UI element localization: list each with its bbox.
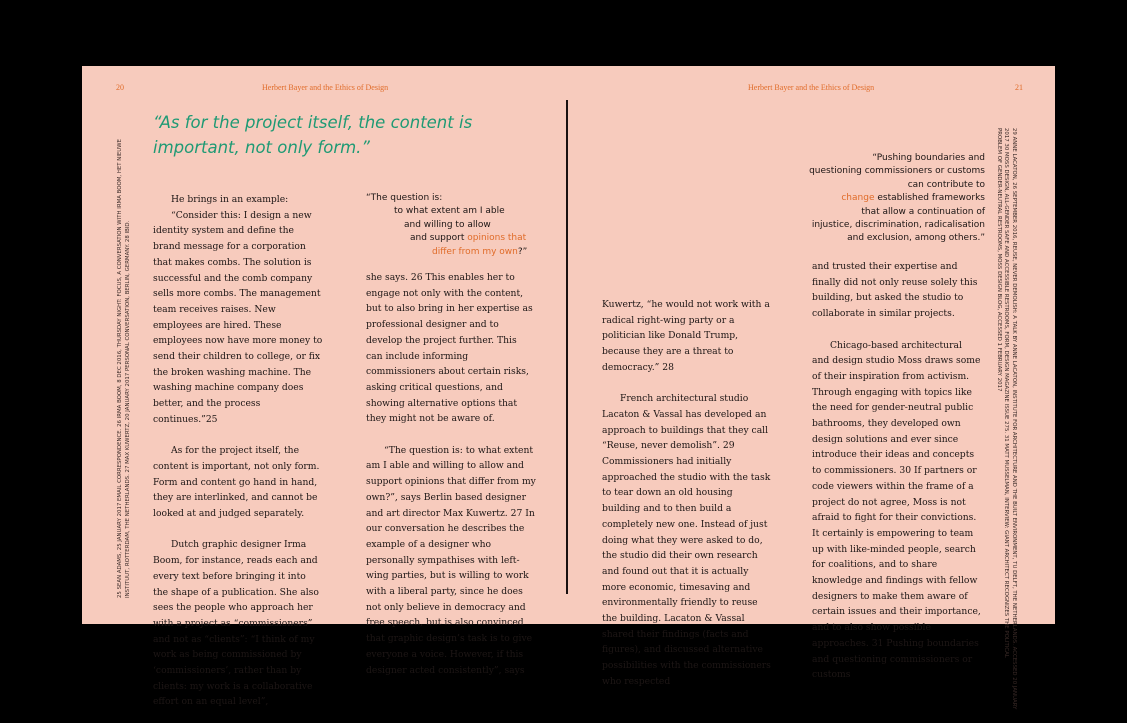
pull-quote: “As for the project itself, the content is important, not only form.” xyxy=(153,113,473,157)
paragraph: she says. 26 This enables her to engage not only with the content, but to also bring in her expertise as professional designer and to develop the project further. This can include informing commissioners about certain risks, asking critical questions, and showing alternative options that they might not be aware of. xyxy=(366,272,533,425)
footnotes-left xyxy=(117,139,132,598)
quote-line: injustice, discrimination, radicalisation xyxy=(811,220,985,231)
quote-accent: opinions that xyxy=(467,233,527,244)
body-column-4 xyxy=(812,259,982,683)
quote-line: can contribute to xyxy=(907,179,985,190)
quote-line: that allow a continuation of xyxy=(861,206,985,217)
footnotes-right xyxy=(995,128,1018,709)
paragraph: “Consider this: I design a new identity system and define the brand message for a corporation that makes combs. The solution is successful and the comb company sells more combs. The management team receives raises. New employees are hired. These employees now have more money to send their children to college, or fix the broken washing machine. The washing machine company does better, and the process continues.”25 xyxy=(153,209,323,425)
quote-line: “Pushing boundaries and xyxy=(872,153,985,163)
quote-line: to what extent am I able xyxy=(394,206,505,217)
footnote-line: 29 ANNE LACATON, 26 SEPTEMBER 2016, REUSE, NEVER DEMOLISH: A TALK BY ANNE LACATON, INSTITUTE FOR ARCHITECTURE AND THE BUILT ENVIRONMENT, TU DELFT, THE NETHERLANDS. ACCESSED 20 JANUARY xyxy=(1011,128,1017,710)
paragraph: As for the project itself, the content is important, not only form. Form and content go hand in hand, they are interlinked, and cannot be looked at and judged separately. xyxy=(153,445,320,520)
quote-text: and support xyxy=(410,233,468,244)
paragraph: “The question is: to what extent am I able and willing to allow and support opinions that differ from my own?”, says Berlin based designer and art director Max Kuwertz. 27 In our conversation he describes the example of a designer who personally sympathises with left-wing parties, but is willing to work with a liberal party, since he does not only believe in democracy and free speech, but is also convinced that graphic design’s task is to give everyone a voice. However, if this designer acted consistently”, says xyxy=(366,444,536,676)
paragraph: and trusted their expertise and finally did not only reuse solely this building, but asked the studio to collaborate in similar projects. xyxy=(812,261,978,320)
gutter-fold xyxy=(566,100,568,594)
quote-text: established frameworks xyxy=(874,193,985,204)
body-column-1 xyxy=(153,192,323,710)
quote-line xyxy=(805,192,985,205)
quote-accent: change xyxy=(841,193,875,204)
quote-line: “The question is: xyxy=(366,193,443,203)
quote-line: questioning commissioners or customs xyxy=(809,166,985,177)
body-column-3 xyxy=(602,297,772,690)
body-column-2 xyxy=(366,270,536,678)
side-quote-right xyxy=(805,152,985,246)
footnote-line: PROBLEM OF GENDER-NEUTRAL RESTROOMS, MOSS DESIGN BLOG, ACCESSED 1 FEBRUARY 2017 xyxy=(996,128,1002,392)
paragraph: Chicago-based architectural and design studio Moss draws some of their inspiration from activism. Through engaging with topics like the need for gender-neutral public bathrooms, they developed own design solutions and ever since introduce their ideas and concepts to commissioners. 30 If partners or code viewers within the frame of a project do not agree, Moss is not afraid to fight for their convictions. It certainly is empowering to team up with like-minded people, search for coalitions, and to share knowledge and findings with fellow designers to make them aware of certain issues and their importance, and to also show possible approaches. 31 Pushing boundaries and questioning commissioners or customs xyxy=(812,339,981,681)
side-quote-left xyxy=(366,192,546,259)
paragraph: Kuwertz, “he would not work with a radical right-wing party or a politician like Donald Trump, because they are a threat to democracy.” 28 xyxy=(602,299,770,373)
quote-line xyxy=(366,246,546,259)
quote-text: ?” xyxy=(517,246,528,257)
page-number-right: 21 xyxy=(1015,83,1023,92)
footnote-line: 2017 30 MOSS DESIGN, ALL-GENDER SAFE AND ACCESSIBLE RESTROOMS, FORM, DESIGN MAGAZINE ISSUE 275. 31 MATT MUSSELMAN, INTERVIEW: GIANT ARCHITECT RECOGNIZES THE POLITICAL xyxy=(1003,128,1010,658)
footnote-line: INSTITUUT, ROTTERDAM, THE NETHERLANDS. 27 MAX KUWERTZ, 20 JANUARY 2017 PERSONAL CONVERSATION, BERLIN, GERMANY. 28 IBID. xyxy=(124,220,131,598)
quote-accent: differ from my own xyxy=(432,246,518,257)
paragraph: Dutch graphic designer Irma Boom, for instance, reads each and every text before bringing it into the shape of a publication. She also sees the people who approach her with a project as “commissioners” and not as “clients”: “I think of my work as being commissioned by ‘commissioners’, rather than by clients: my work is a collaborative effort on an equal level”, xyxy=(153,539,319,708)
running-head-right: Herbert Bayer and the Ethics of Design xyxy=(748,83,875,92)
page-number-left: 20 xyxy=(116,83,124,92)
quote-line xyxy=(366,232,546,245)
footnote-line: 25 SEAN ADAMS, 25 JANUARY 2017 EMAIL CORRESPONDENCE. 26 IRMA BOOM, 8 DEC 2016, THURSDAY NIGHT: FOCUS, A CONVERSATION WITH IRMA BOOM, HET NIEUWE xyxy=(117,139,123,598)
running-head-left: Herbert Bayer and the Ethics of Design xyxy=(262,83,389,92)
paragraph: French architectural studio Lacaton & Vassal has developed an approach to buildings that they call “Reuse, never demolish”. 29 Commissioners had initially approached the studio with the task to tear down an old housing building and to then build a completely new one. Instead of just doing what they were asked to do, the studio did their own research and found out that it is actually more economic, timesaving and environmentally friendly to reuse the building. Lacaton & Vassal shared their findings (facts and figures), and discussed alternative possibilities with the commissioners who respected xyxy=(602,393,771,687)
paragraph: He brings in an example: xyxy=(171,194,289,205)
quote-line: and willing to allow xyxy=(404,219,491,230)
quote-line: and exclusion, among others.” xyxy=(847,233,985,244)
